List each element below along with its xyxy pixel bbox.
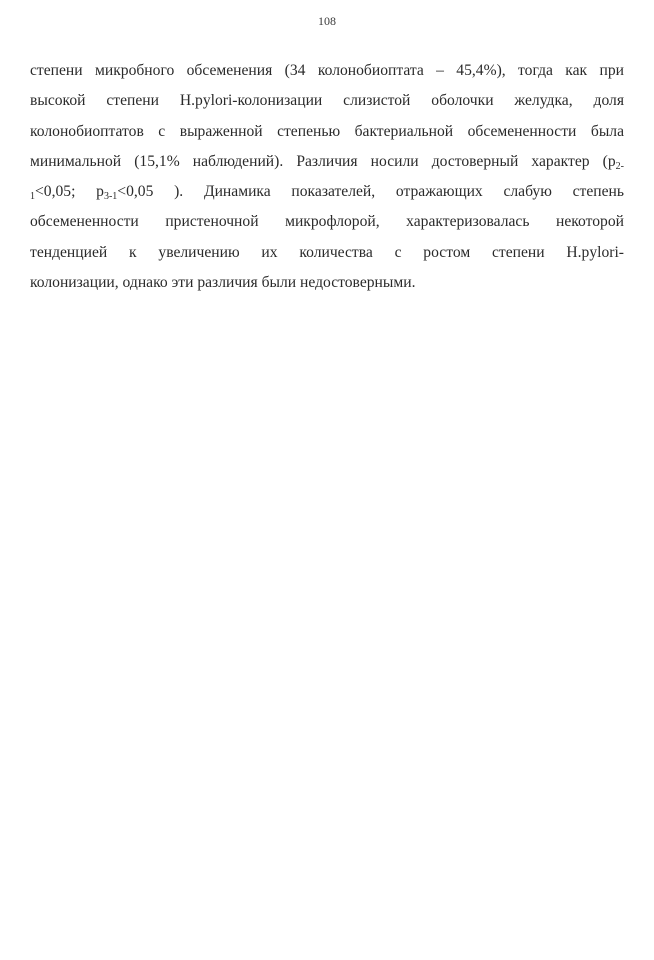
paragraph-line-5-text-a: <0,05; p [35,183,104,201]
paragraph-line-8: колонизации, однако эти различия были недостоверными. [30,274,416,292]
paragraph-line-1: степени микробного обсеменения (34 колонобиоптата – 45,4%), тогда как при [30,62,624,79]
paragraph-line-4-text: минимальной (15,1% наблюдений). Различия носили достоверный характер (p [30,152,616,170]
paragraph-line-4 [30,147,624,177]
p-value-subscript: 2- [615,160,624,172]
p-value-subscript: 3-1 [103,191,118,203]
paragraph-line-5 [30,177,624,207]
body-paragraph [30,56,624,298]
paragraph-line-3: колонобиоптатов с выраженной степенью бактериальной обсемененности была [30,122,624,140]
p-value-subscript: 1 [30,191,35,203]
paragraph-line-2: высокой степени H.pylori-колонизации слизистой оболочки желудка, доля [30,92,624,110]
paragraph-line-7: тенденцией к увеличению их количества с ростом степени H.pylori- [30,243,624,261]
paragraph-line-6: обсемененности пристеночной микрофлорой, характеризовалась некоторой [30,213,624,231]
page-number: 108 [318,14,336,28]
paragraph-line-5-text-b: <0,05 ). Динамика показателей, отражающих слабую степень [117,183,624,201]
